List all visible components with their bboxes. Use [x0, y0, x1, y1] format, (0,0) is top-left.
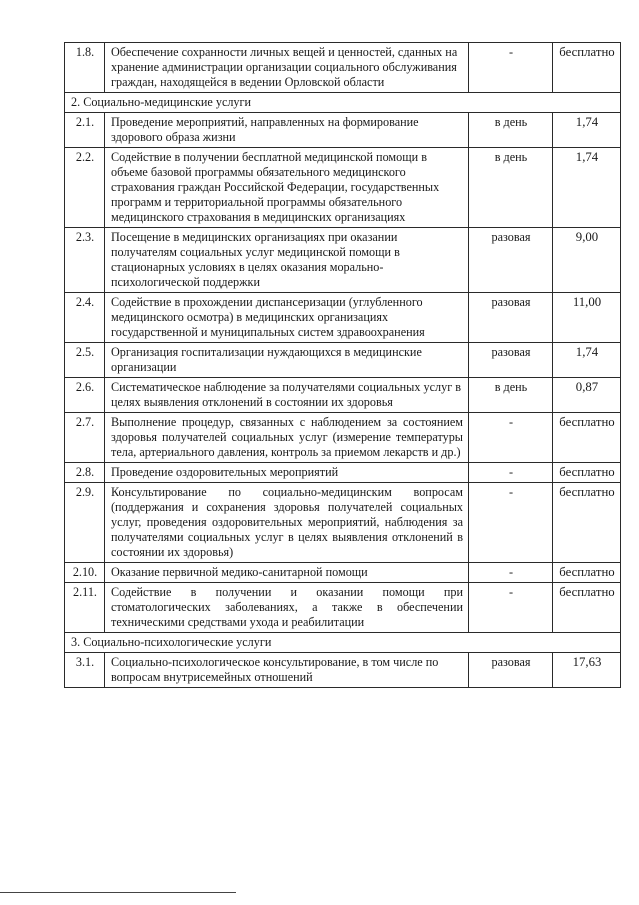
service-number: 2.7.: [65, 413, 105, 463]
service-name: Проведение мероприятий, направленных на формирование здорового образа жизни: [105, 113, 469, 148]
footnote-separator: [0, 892, 236, 893]
table-row: [65, 653, 621, 688]
table-row: [65, 583, 621, 633]
service-unit: -: [469, 43, 553, 93]
service-name: Содействие в прохождении диспансеризации (углубленного медицинского осмотра) в медицинских организациях государственной и муниципальных систем здравоохранения: [105, 293, 469, 343]
table-row: [65, 343, 621, 378]
service-price: бесплатно: [553, 483, 621, 563]
service-price: бесплатно: [553, 413, 621, 463]
service-name: Посещение в медицинских организациях при оказании получателям социальных услуг медицинской помощи в стационарных условиях в целях оказания морально-психологической поддержки: [105, 228, 469, 293]
service-number: 3.1.: [65, 653, 105, 688]
service-unit: разовая: [469, 228, 553, 293]
service-name: Обеспечение сохранности личных вещей и ценностей, сданных на хранение администрации организации социального обслуживания граждан, находящейся в ведении Орловской области: [105, 43, 469, 93]
service-name: Оказание первичной медико-санитарной помощи: [105, 563, 469, 583]
service-number: 2.11.: [65, 583, 105, 633]
service-price: 11,00: [553, 293, 621, 343]
services-table-body: [65, 43, 621, 688]
service-number: 2.10.: [65, 563, 105, 583]
table-row: [65, 483, 621, 563]
services-table: [64, 42, 621, 688]
service-price: бесплатно: [553, 563, 621, 583]
table-row: [65, 113, 621, 148]
table-row: [65, 228, 621, 293]
service-unit: -: [469, 463, 553, 483]
service-price: бесплатно: [553, 583, 621, 633]
table-row: [65, 463, 621, 483]
service-price: 17,63: [553, 653, 621, 688]
service-unit: в день: [469, 113, 553, 148]
service-name: Содействие в получении бесплатной медицинской помощи в объеме базовой программы обязательного медицинского страхования граждан Российской Федерации, государственных программ и территориальной программы обязательного медицинского страхования в медицинских организациях: [105, 148, 469, 228]
service-name: Консультирование по социально-медицинским вопросам (поддержания и сохранения здоровья получателей социальных услуг, проведения оздоровительных мероприятий, наблюдения за получателями социальных услуг в целях выявления отклонений в состоянии их здоровья): [105, 483, 469, 563]
service-unit: разовая: [469, 343, 553, 378]
service-number: 2.3.: [65, 228, 105, 293]
service-number: 2.1.: [65, 113, 105, 148]
service-price: 9,00: [553, 228, 621, 293]
table-row: [65, 148, 621, 228]
service-unit: разовая: [469, 293, 553, 343]
service-price: 1,74: [553, 343, 621, 378]
service-price: 1,74: [553, 113, 621, 148]
table-row: [65, 413, 621, 463]
service-name: Содействие в получении и оказании помощи при стоматологических заболеваниях, а также в обеспечении техническими средствами ухода и реабилитации: [105, 583, 469, 633]
table-row: [65, 563, 621, 583]
service-number: 2.4.: [65, 293, 105, 343]
service-price: бесплатно: [553, 463, 621, 483]
service-name: Систематическое наблюдение за получателями социальных услуг в целях выявления отклонений в состоянии их здоровья: [105, 378, 469, 413]
service-price: 0,87: [553, 378, 621, 413]
service-price: бесплатно: [553, 43, 621, 93]
service-number: 2.2.: [65, 148, 105, 228]
service-name: Выполнение процедур, связанных с наблюдением за состоянием здоровья получателей социальных услуг (измерение температуры тела, артериального давления, контроль за приемом лекарств и др.): [105, 413, 469, 463]
service-unit: -: [469, 483, 553, 563]
table-row: [65, 293, 621, 343]
table-row: [65, 378, 621, 413]
service-name: Организация госпитализации нуждающихся в медицинские организации: [105, 343, 469, 378]
section-title: 3. Социально-психологические услуги: [65, 633, 621, 653]
table-row: [65, 43, 621, 93]
service-unit: в день: [469, 378, 553, 413]
service-unit: -: [469, 563, 553, 583]
section-header-row: [65, 93, 621, 113]
service-number: 1.8.: [65, 43, 105, 93]
service-unit: -: [469, 413, 553, 463]
service-unit: в день: [469, 148, 553, 228]
service-unit: -: [469, 583, 553, 633]
service-name: Социально-психологическое консультирование, в том числе по вопросам внутрисемейных отношений: [105, 653, 469, 688]
section-header-row: [65, 633, 621, 653]
service-price: 1,74: [553, 148, 621, 228]
section-title: 2. Социально-медицинские услуги: [65, 93, 621, 113]
service-unit: разовая: [469, 653, 553, 688]
service-name: Проведение оздоровительных мероприятий: [105, 463, 469, 483]
service-number: 2.8.: [65, 463, 105, 483]
service-number: 2.6.: [65, 378, 105, 413]
service-number: 2.5.: [65, 343, 105, 378]
service-number: 2.9.: [65, 483, 105, 563]
